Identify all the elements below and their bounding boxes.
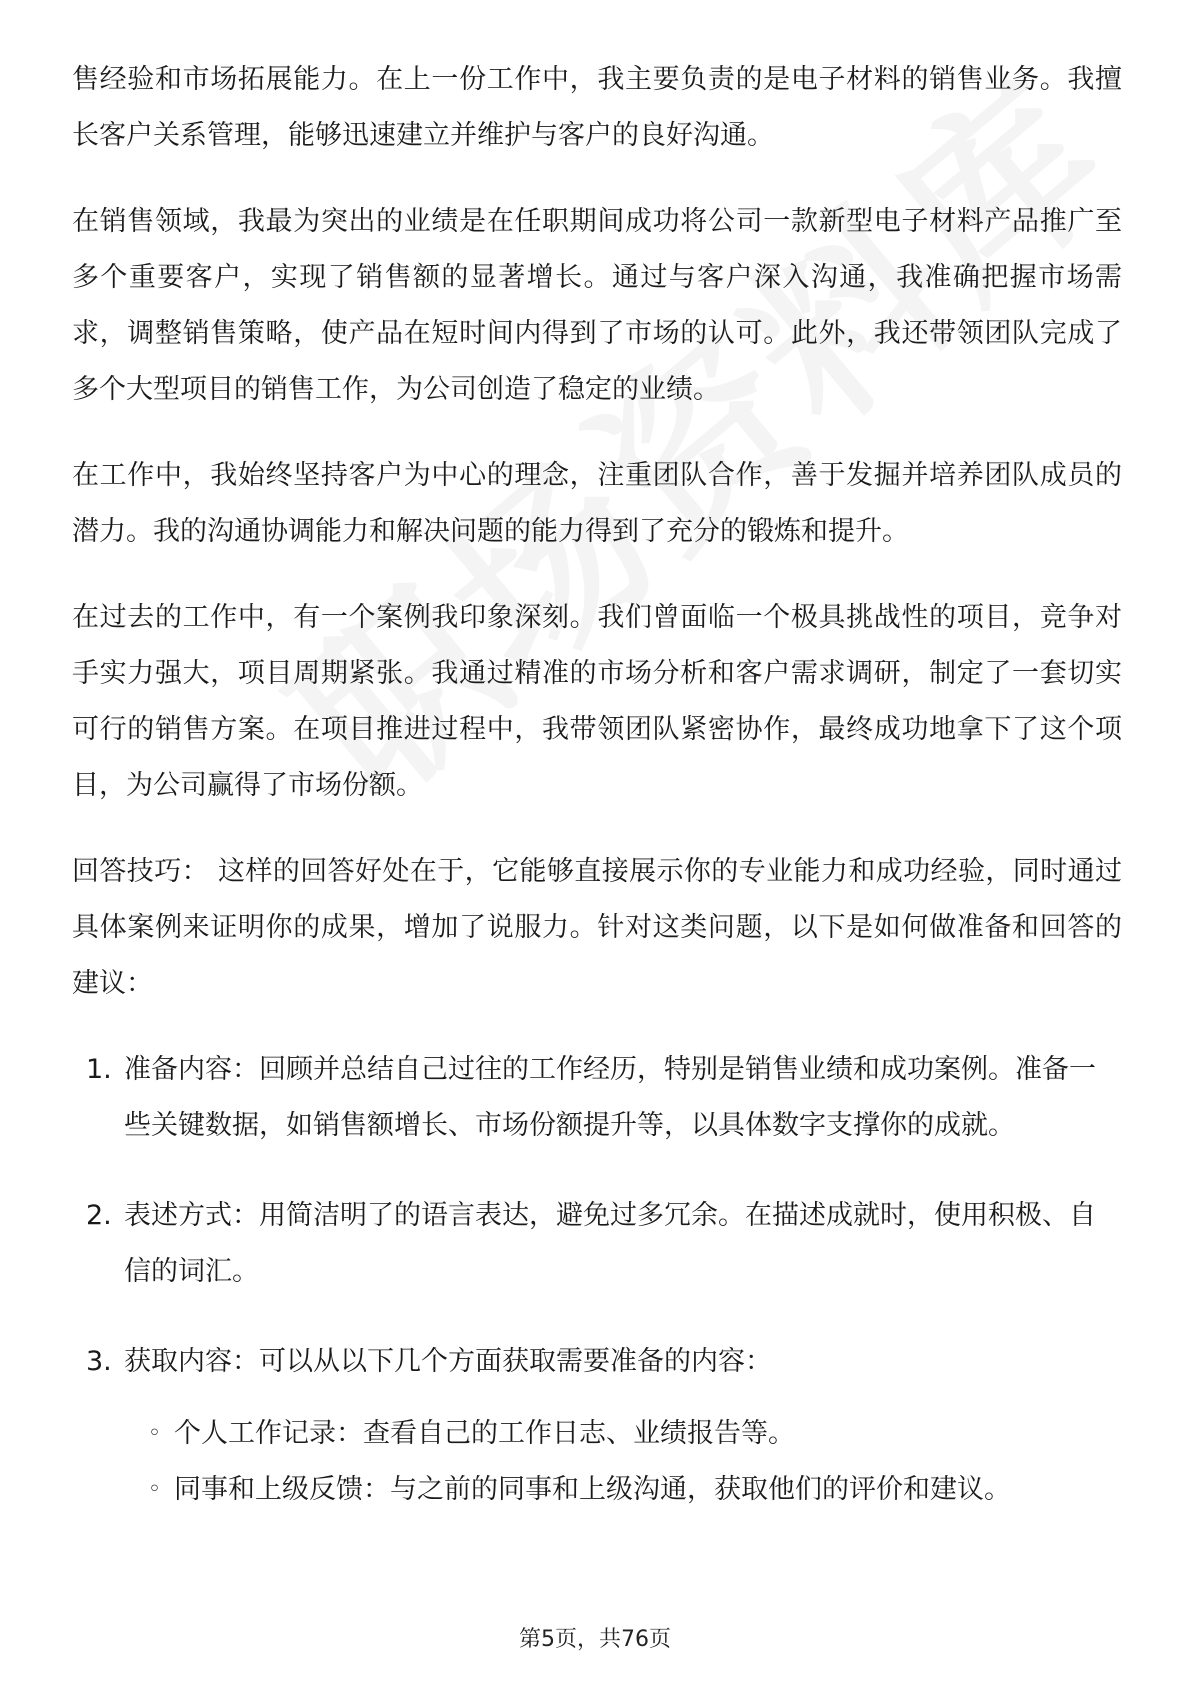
tips-list-item	[72, 1042, 1122, 1154]
tips-list	[72, 1042, 1122, 1518]
paragraph-intro: 售经验和市场拓展能力。在上一份工作中，我主要负责的是电子材料的销售业务。我擅长客户关系管理，能够迅速建立并维护与客户的良好沟通。	[72, 64, 1122, 151]
list-item-text: 获取内容：可以从以下几个方面获取需要准备的内容：	[124, 1346, 772, 1377]
list-number: 1.	[86, 1054, 112, 1085]
paragraph-case: 在过去的工作中，有一个案例我印象深刻。我们曾面临一个极具挑战性的项目，竞争对手实力强大，项目周期紧张。我通过精准的市场分析和客户需求调研，制定了一套切实可行的销售方案。在项目推进过程中，我带领团队紧密协作，最终成功地拿下了这个项目，为公司赢得了市场份额。	[72, 602, 1122, 801]
list-item-text: 准备内容：回顾并总结自己过往的工作经历，特别是销售业绩和成功案例。准备一些关键数据，如销售额增长、市场份额提升等，以具体数字支撑你的成就。	[124, 1054, 1096, 1141]
paragraph-tips: 回答技巧： 这样的回答好处在于，它能够直接展示你的专业能力和成功经验，同时通过具体案例来证明你的成果，增加了说服力。针对这类问题，以下是如何做准备和回答的建议：	[72, 856, 1122, 999]
list-number: 2.	[86, 1200, 112, 1231]
list-number: 3.	[86, 1346, 112, 1377]
page-number: 第5页，共76页	[519, 1627, 671, 1652]
paragraph-teamwork: 在工作中，我始终坚持客户为中心的理念，注重团队合作，善于发掘并培养团队成员的潜力。我的沟通协调能力和解决问题的能力得到了充分的锻炼和提升。	[72, 460, 1122, 547]
bullet-icon: ◦	[148, 1421, 161, 1446]
sub-list-item-text: 个人工作记录：查看自己的工作日志、业绩报告等。	[174, 1418, 795, 1449]
sub-list-item	[124, 1406, 1122, 1462]
sub-list	[124, 1406, 1122, 1518]
paragraph-achievement: 在销售领域，我最为突出的业绩是在任职期间成功将公司一款新型电子材料产品推广至多个重要客户，实现了销售额的显著增长。通过与客户深入沟通，我准确把握市场需求，调整销售策略，使产品在短时间内得到了市场的认可。此外，我还带领团队完成了多个大型项目的销售工作，为公司创造了稳定的业绩。	[72, 206, 1122, 405]
list-item-text: 表述方式：用简洁明了的语言表达，避免过多冗余。在描述成就时，使用积极、自信的词汇。	[124, 1200, 1096, 1287]
sub-list-item-text: 同事和上级反馈：与之前的同事和上级沟通，获取他们的评价和建议。	[174, 1474, 1011, 1505]
sub-list-item	[124, 1462, 1122, 1518]
tips-list-item	[72, 1188, 1122, 1300]
tips-list-item	[72, 1334, 1122, 1518]
bullet-icon: ◦	[148, 1477, 161, 1502]
main-content	[72, 52, 1122, 1552]
